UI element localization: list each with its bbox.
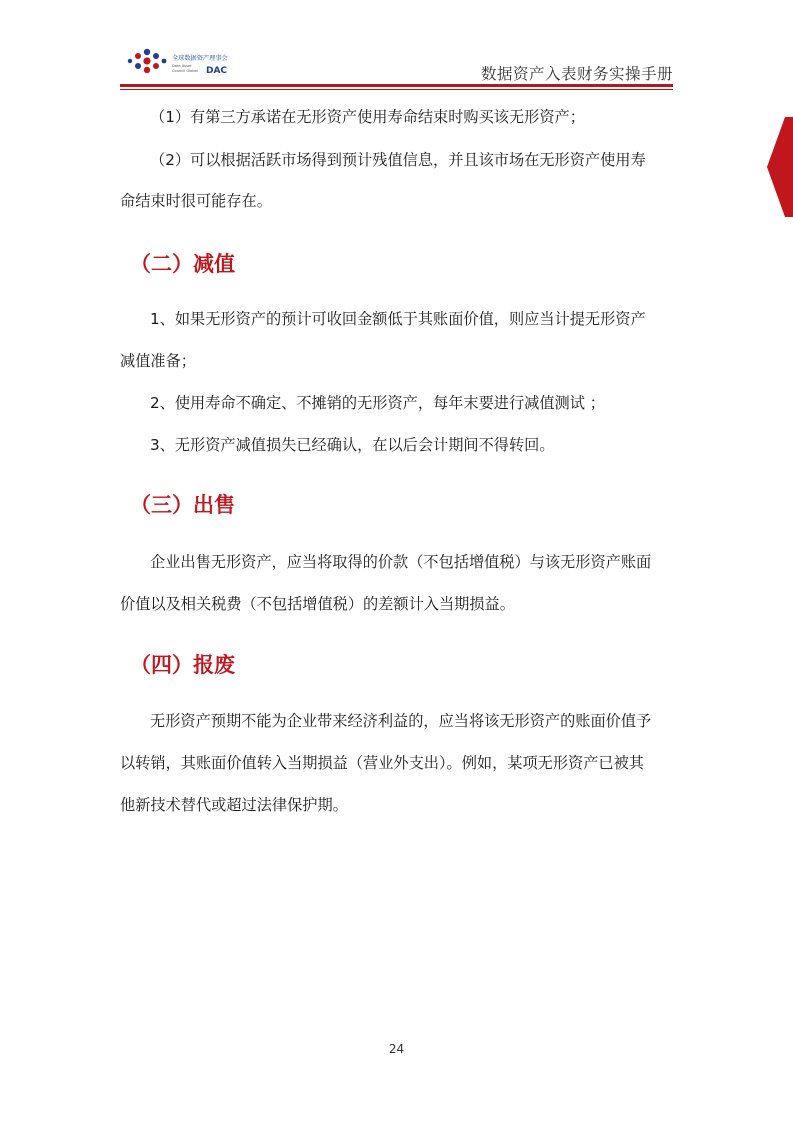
header-title: 数据资产入表财务实操手册	[480, 65, 673, 83]
scrap-paragraph-a: 无形资产预期不能为企业带来经济利益的，应当将该无形资产的账面价值予	[150, 712, 652, 730]
paragraph-line-2b: 命结束时很可能存在。	[120, 192, 272, 210]
header-rule-thick	[120, 84, 673, 87]
scrap-paragraph-b: 以转销，其账面价值转入当期损益（营业外支出）。例如，某项无形资产已被其	[120, 754, 644, 772]
header-rule-thin	[120, 89, 673, 90]
logo-en-text-2: Council Global	[172, 69, 198, 73]
impairment-item-1a: 1、如果无形资产的预计可收回金额低于其账面价值，则应当计提无形资产	[150, 310, 646, 328]
logo-brand-text: DAC	[206, 66, 228, 76]
section-heading-impairment: （二）减值	[130, 252, 235, 276]
sale-paragraph-a: 企业出售无形资产，应当将取得的价款（不包括增值税）与该无形资产账面	[150, 553, 652, 571]
sale-paragraph-b: 价值以及相关税费（不包括增值税）的差额计入当期损益。	[120, 595, 515, 613]
dac-logo	[126, 46, 246, 80]
side-tab-marker	[767, 117, 793, 217]
logo-en-text-1: Data Asset	[172, 64, 192, 68]
impairment-item-1b: 减值准备；	[120, 352, 196, 370]
paragraph-line-2a: （2）可以根据活跃市场得到预计残值信息，并且该市场在无形资产使用寿	[150, 151, 646, 169]
section-heading-scrap: （四）报废	[130, 653, 235, 677]
impairment-item-2: 2、使用寿命不确定、不摊销的无形资产，每年末要进行减值测试 ；	[150, 394, 605, 412]
paragraph-line-1: （1）有第三方承诺在无形资产使用寿命结束时购买该无形资产；	[150, 108, 585, 126]
impairment-item-3: 3、无形资产减值损失已经确认，在以后会计期间不得转回。	[150, 436, 555, 454]
page-header	[120, 44, 673, 92]
scrap-paragraph-c: 他新技术替代或超过法律保护期。	[120, 796, 348, 814]
section-heading-sale: （三）出售	[130, 493, 235, 517]
page-number: 24	[388, 1042, 405, 1056]
logo-cn-text: 全球数据资产理事会	[172, 55, 228, 62]
